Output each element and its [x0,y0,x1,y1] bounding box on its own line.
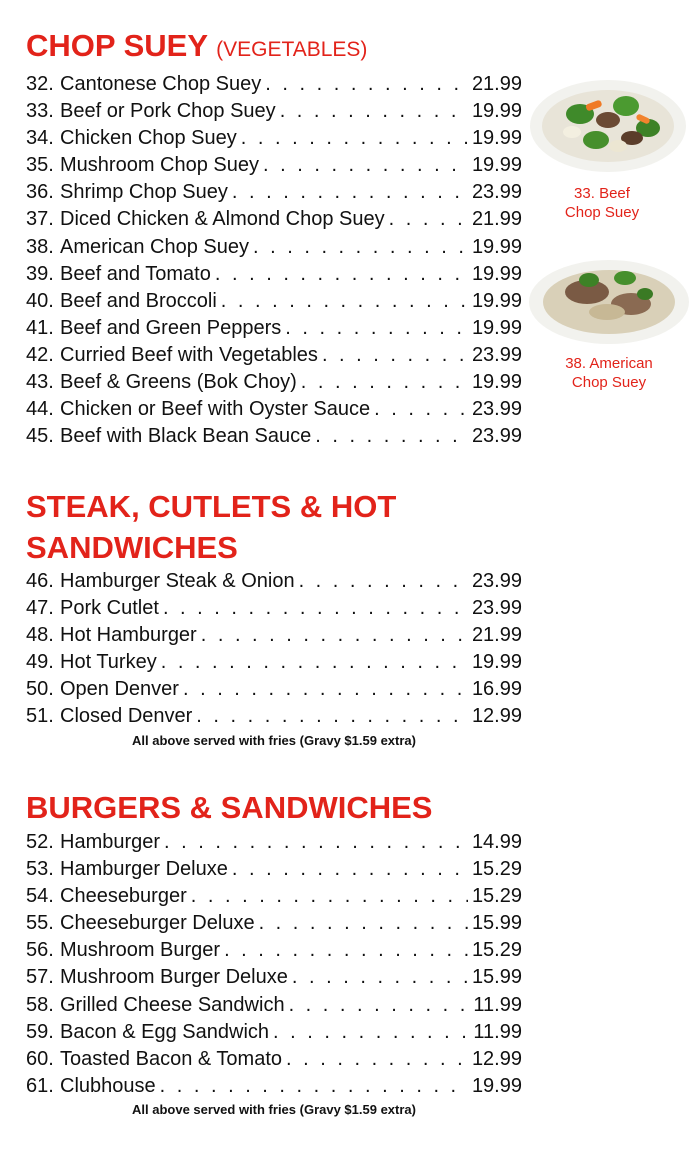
item-name: Mushroom Burger Deluxe [60,966,288,989]
item-price: 19.99 [471,316,522,339]
item-number: 35. [26,154,54,177]
dot-leader [265,71,468,98]
item-price: 12.99 [471,705,522,728]
item-number: 60. [26,1047,54,1070]
item-number: 51. [26,705,54,728]
item-price: 15.29 [471,885,522,908]
item-name: Beef and Broccoli [60,289,217,312]
item-name: Cheeseburger Deluxe [60,912,255,935]
dot-leader [289,992,470,1019]
dot-leader [301,369,468,396]
item-price: 23.99 [471,597,522,620]
item-name: Beef and Tomato [60,262,211,285]
menu-list [26,829,522,1100]
item-price: 14.99 [471,831,522,853]
item-price: 19.99 [471,262,522,285]
item-number: 33. [26,100,54,123]
caption-line: Chop Suey [571,374,647,391]
item-price: 23.99 [471,425,522,448]
section-chop-suey [26,28,522,450]
menu-item [26,649,522,676]
item-name: Mushroom Chop Suey [60,154,259,177]
beef-chop-suey-image [528,66,688,178]
item-price: 19.99 [471,235,522,258]
menu-item [26,829,522,856]
item-number: 49. [26,651,54,674]
dot-leader [322,342,468,369]
dot-leader [191,883,468,910]
item-name: Hot Turkey [60,651,157,674]
dot-leader [221,288,468,315]
item-price: 23.99 [471,343,522,366]
item-number: 45. [26,425,54,448]
item-number: 46. [26,570,54,592]
item-name: Closed Denver [60,705,193,728]
menu-item [26,396,522,423]
item-name: Beef or Pork Chop Suey [60,100,276,123]
menu-item [26,206,522,233]
item-number: 43. [26,371,54,394]
item-number: 53. [26,858,54,881]
item-name: American Chop Suey [60,235,249,258]
item-number: 44. [26,398,54,421]
item-number: 59. [26,1020,54,1043]
menu-item [26,676,522,703]
section-title-line: STEAK, CUTLETS & HOT [26,489,397,524]
dot-leader [183,676,468,703]
item-price: 23.99 [471,570,522,592]
item-name: Bacon & Egg Sandwich [60,1020,270,1043]
menu-item [26,98,522,125]
item-number: 55. [26,912,54,935]
dot-leader [215,261,468,288]
dot-leader [201,622,468,649]
item-price: 19.99 [471,371,522,394]
item-number: 40. [26,289,54,312]
menu-list [26,568,522,731]
american-chop-suey-image [527,254,691,346]
item-name: Hamburger Steak & Onion [60,570,295,592]
item-name: Cheeseburger [60,885,187,908]
dot-leader [299,568,468,595]
item-price: 15.29 [471,858,522,881]
item-number: 36. [26,181,54,204]
menu-item [26,342,522,369]
section-title-line: SANDWICHES [26,530,238,565]
item-number: 41. [26,316,54,339]
item-name: Chicken Chop Suey [60,127,237,150]
item-number: 48. [26,624,54,647]
item-price: 21.99 [471,73,522,95]
dot-leader [224,937,468,964]
item-name: Diced Chicken & Almond Chop Suey [60,208,385,231]
menu-item [26,315,522,342]
dot-leader [232,179,468,206]
menu-item [26,910,522,937]
item-price: 21.99 [471,208,522,231]
section-title-text: CHOP SUEY [26,28,208,63]
dot-leader [263,152,468,179]
item-number: 47. [26,597,54,620]
dot-leader [253,234,468,261]
item-number: 56. [26,939,54,962]
item-name: Curried Beef with Vegetables [60,343,318,366]
dot-leader [196,703,468,730]
item-name: Beef & Greens (Bok Choy) [60,371,297,394]
menu-item [26,992,522,1019]
item-name: Hamburger [60,831,161,853]
item-name: Shrimp Chop Suey [60,181,228,204]
menu-list [26,71,522,450]
dot-leader [163,595,468,622]
item-name: Pork Cutlet [60,597,159,620]
dot-leader [259,910,468,937]
item-number: 57. [26,966,54,989]
section-title: BURGERS & SANDWICHES [26,790,433,825]
dot-leader [286,1046,468,1073]
item-number: 34. [26,127,54,150]
section-title [26,486,522,568]
item-price: 11.99 [473,993,522,1016]
item-price: 19.99 [471,651,522,674]
section-subtitle: (VEGETABLES) [216,38,368,61]
photo-beef-chop-suey [528,66,688,222]
item-name: Beef with Black Bean Sauce [60,425,312,448]
dot-leader [232,856,468,883]
menu-item [26,125,522,152]
item-number: 54. [26,885,54,908]
item-price: 11.99 [473,1020,522,1043]
dot-leader [292,964,468,991]
item-price: 12.99 [471,1047,522,1070]
item-number: 37. [26,208,54,231]
dot-leader [164,829,468,856]
dot-leader [389,206,468,233]
item-price: 16.99 [471,678,522,701]
menu-item [26,261,522,288]
dot-leader [315,423,468,450]
served-with-note: All above served with fries (Gravy $1.59 extra) [132,1101,416,1117]
menu-item [26,568,522,595]
menu-item [26,179,522,206]
item-number: 50. [26,678,54,701]
item-price: 23.99 [471,181,522,204]
section-steak-cutlets-hot-sandwiches [26,486,522,748]
menu-item [26,1019,522,1046]
item-price: 15.99 [471,966,522,989]
item-name: Beef and Green Peppers [60,316,282,339]
photo-american-chop-suey [527,254,691,392]
item-name: Clubhouse [60,1074,156,1097]
dot-leader [161,649,468,676]
dot-leader [374,396,468,423]
menu-item [26,1046,522,1073]
section-burgers-sandwiches [26,790,522,1117]
item-name: Mushroom Burger [60,939,221,962]
menu-item [26,423,522,450]
dot-leader [241,125,468,152]
menu-item [26,152,522,179]
dot-leader [160,1073,468,1100]
dot-leader [273,1019,469,1046]
menu-item [26,964,522,991]
item-name: Grilled Cheese Sandwich [60,993,285,1016]
served-with-note: All above served with fries (Gravy $1.59 extra) [132,732,416,748]
photo-caption [539,354,679,392]
item-price: 21.99 [471,624,522,647]
menu-item [26,71,522,98]
item-name: Open Denver [60,678,179,701]
item-price: 15.99 [471,912,522,935]
caption-line: Chop Suey [564,204,640,221]
menu-item [26,288,522,315]
item-name: Toasted Bacon & Tomato [60,1047,282,1070]
item-price: 15.29 [471,939,522,962]
item-price: 19.99 [471,100,522,123]
menu-item [26,883,522,910]
item-name: Cantonese Chop Suey [60,73,262,95]
menu-item [26,622,522,649]
section-title [26,28,522,68]
item-price: 19.99 [471,289,522,312]
item-price: 19.99 [471,154,522,177]
item-number: 39. [26,262,54,285]
menu-item [26,234,522,261]
dot-leader [280,98,468,125]
item-name: Hamburger Deluxe [60,858,228,881]
photo-caption [542,184,662,222]
item-price: 19.99 [471,127,522,150]
item-number: 52. [26,831,54,853]
item-price: 23.99 [471,398,522,421]
item-number: 38. [26,235,54,258]
item-name: Chicken or Beef with Oyster Sauce [60,398,371,421]
menu-item [26,937,522,964]
menu-item [26,595,522,622]
item-number: 58. [26,993,54,1016]
item-number: 61. [26,1074,54,1097]
menu-item [26,856,522,883]
caption-line: 33. Beef [574,185,630,202]
menu-item [26,1073,522,1100]
caption-line: 38. American [565,355,653,372]
menu-item [26,369,522,396]
item-number: 32. [26,73,54,95]
item-number: 42. [26,343,54,366]
item-name: Hot Hamburger [60,624,197,647]
item-price: 19.99 [471,1074,522,1097]
dot-leader [285,315,468,342]
menu-item [26,703,522,730]
